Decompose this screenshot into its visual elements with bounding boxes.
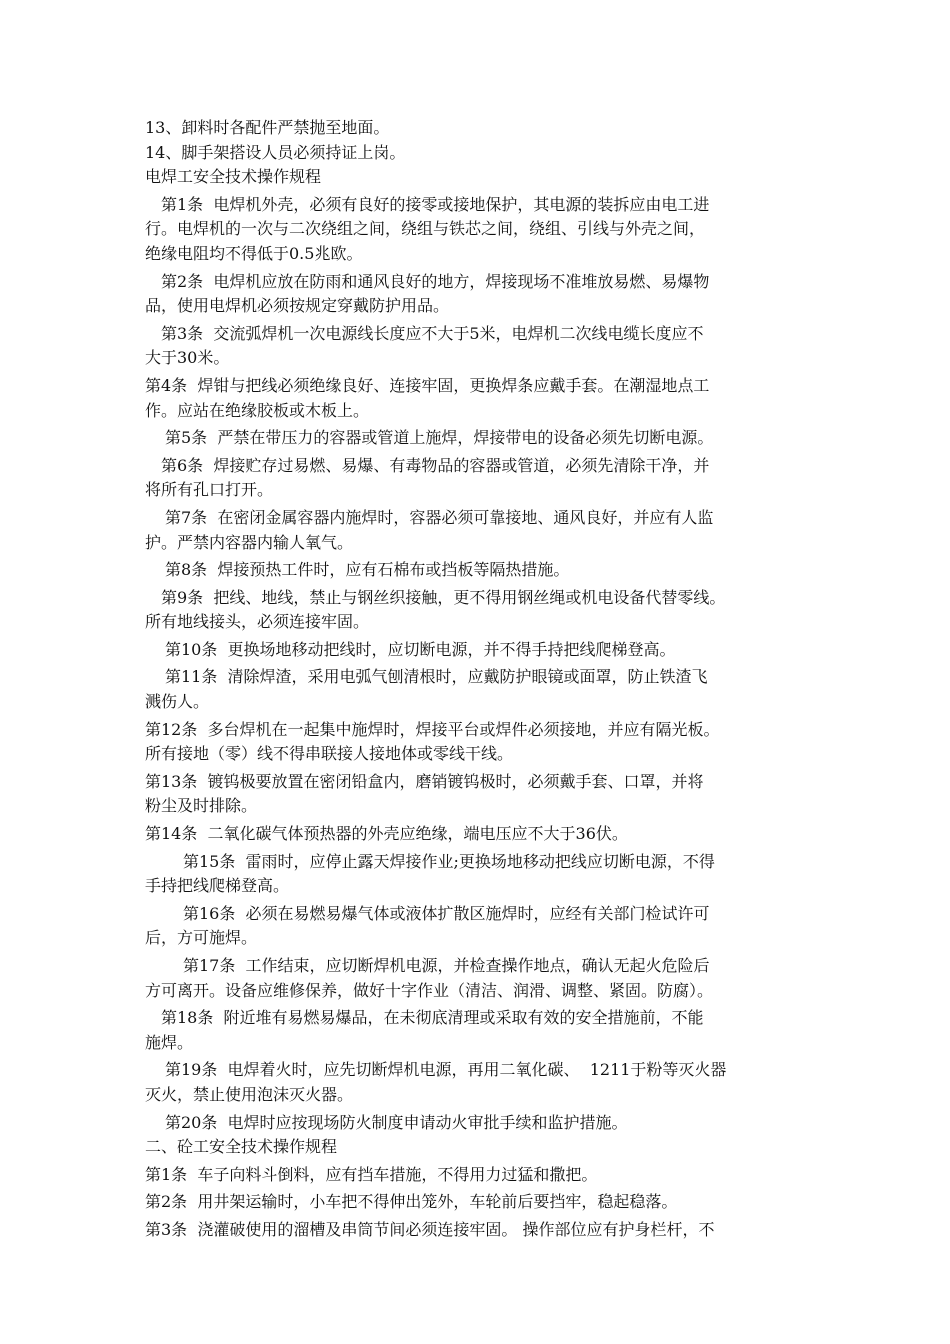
welder-rule-2 bbox=[145, 270, 811, 319]
rule-line: 第13条 镀钨极要放置在密闭铅盒内，磨销镀钨极时，必须戴手套、口罩，并将 bbox=[145, 771, 704, 791]
welder-rule-7 bbox=[145, 506, 811, 555]
welder-rule-4 bbox=[145, 374, 811, 423]
rule-line: 第4条 焊钳与把线必须绝缘良好、连接牢固，更换焊条应戴手套。在潮湿地点工 bbox=[145, 375, 710, 395]
rule-line: 所有接地（零）线不得串联接人接地体或零线干线。 bbox=[145, 744, 514, 764]
document-body bbox=[145, 116, 811, 1243]
section-heading-welder: 电焊工安全技术操作规程 bbox=[145, 167, 322, 187]
rule-line: 第15条 雷雨时，应停止露天焊接作业;更换场地移动把线应切断电源，不得 bbox=[183, 851, 715, 871]
welder-rule-6 bbox=[145, 454, 811, 503]
welder-rule-11 bbox=[145, 665, 811, 714]
rule-line: 第11条 清除焊渣，采用电弧气刨清根时，应戴防护眼镜或面罩，防止铁渣飞 bbox=[165, 667, 708, 687]
rule-line: 作。应站在绝缘胶板或木板上。 bbox=[145, 400, 370, 420]
rule-line: 第18条 附近堆有易燃易爆品，在未彻底清理或采取有效的安全措施前，不能 bbox=[161, 1008, 704, 1028]
rule-line: 第2条 电焊机应放在防雨和通风良好的地方，焊接现场不准堆放易燃、易爆物 bbox=[161, 271, 710, 291]
welder-rule-1 bbox=[145, 193, 811, 267]
rule-line: 方可离开。设备应维修保养，做好十字作业（清洁、润滑、调整、紧固。防腐）。 bbox=[145, 980, 714, 1000]
welder-rule-10 bbox=[145, 638, 811, 663]
rule-line: 第5条 严禁在带压力的容器或管道上施焊，焊接带电的设备必须先切断电源。 bbox=[165, 428, 714, 448]
rule-line: 所有地线接头，必须连接牢固。 bbox=[145, 612, 370, 632]
rule-line: 第7条 在密闭金属容器内施焊时，容器必须可靠接地、通风良好，并应有人监 bbox=[165, 507, 714, 527]
welder-rule-8 bbox=[145, 558, 811, 583]
welder-rule-9 bbox=[145, 586, 811, 635]
rule-line: 绝缘电阻均不得低于0.5兆欧。 bbox=[145, 243, 363, 263]
welder-rules bbox=[145, 193, 811, 1135]
welder-rule-14 bbox=[145, 822, 811, 847]
welder-rule-18 bbox=[145, 1006, 811, 1055]
rule-line: 第8条 焊接预热工件时，应有石棉布或挡板等隔热措施。 bbox=[165, 560, 570, 580]
rule-line: 行。电焊机的一次与二次绕组之间，绕组与铁芯之间，绕组、引线与外壳之间， bbox=[145, 219, 706, 239]
rule-line: 将所有孔口打开。 bbox=[145, 480, 274, 500]
rule-line: 第1条 电焊机外壳，必须有良好的接零或接地保护，其电源的装拆应由电工进 bbox=[161, 194, 710, 214]
rule-line: 第9条 把线、地线，禁止与钢丝织接触，更不得用钢丝绳或机电设备代替零线。 bbox=[161, 587, 726, 607]
rule-line: 第3条 交流弧焊机一次电源线长度应不大于5米，电焊机二次线电缆长度应不 bbox=[161, 323, 704, 343]
rule-line: 品，使用电焊机必须按规定穿戴防护用品。 bbox=[145, 296, 450, 316]
rule-line: 溅伤人。 bbox=[145, 692, 210, 712]
rule-line: 第10条 更换场地移动把线时，应切断电源，并不得手持把线爬梯登高。 bbox=[165, 639, 676, 659]
welder-rule-12 bbox=[145, 718, 811, 767]
rule-line: 粉尘及时排除。 bbox=[145, 796, 258, 816]
list-item-13: 13、卸料时各配件严禁抛至地面。 bbox=[145, 118, 390, 137]
rule-line: 第6条 焊接贮存过易燃、易爆、有毒物品的容器或管道，必须先清除干净，并 bbox=[161, 455, 710, 475]
rule-line: 第12条 多台焊机在一起集中施焊时，焊接平台或焊件必须接地，并应有隔光板。 bbox=[145, 719, 720, 739]
rule-line: 第14条 二氧化碳气体预热器的外壳应绝缘，端电压应不大于36伏。 bbox=[145, 824, 628, 844]
rule-line: 第17条 工作结束，应切断焊机电源，并检查操作地点，确认无起火危险后 bbox=[183, 956, 710, 975]
rule-line: 第16条 必须在易燃易爆气体或液体扩散区施焊时，应经有关部门检试许可 bbox=[183, 903, 710, 923]
welder-rule-3 bbox=[145, 322, 811, 371]
concrete-rule-1: 第1条 车子向料斗倒料，应有挡车措施，不得用力过猛和撒把。 bbox=[145, 1164, 598, 1184]
welder-rule-20 bbox=[145, 1111, 811, 1136]
rule-line: 手持把线爬梯登高。 bbox=[145, 876, 290, 896]
rule-line: 施焊。 bbox=[145, 1032, 194, 1052]
welder-rule-17 bbox=[145, 954, 811, 1003]
concrete-rule-3: 第3条 浇灌破使用的溜槽及串筒节间必须连接牢固。 操作部位应有护身栏杆，不 bbox=[145, 1219, 715, 1239]
welder-rule-5 bbox=[145, 426, 811, 451]
rule-line: 第20条 电焊时应按现场防火制度申请动火审批手续和监护措施。 bbox=[165, 1112, 628, 1132]
rule-line: 灭火，禁止使用泡沫灭火器。 bbox=[145, 1084, 354, 1104]
rule-line: 大于30米。 bbox=[145, 348, 230, 368]
welder-rule-19 bbox=[145, 1058, 811, 1107]
list-item-14: 14、脚手架搭设人员必须持证上岗。 bbox=[145, 142, 406, 162]
welder-rule-16 bbox=[145, 902, 811, 951]
welder-rule-13 bbox=[145, 770, 811, 819]
rule-line: 后，方可施焊。 bbox=[145, 928, 258, 948]
rule-line: 第19条 电焊着火时，应先切断焊机电源，再用二氧化碳、 1211于粉等灭火器 bbox=[165, 1060, 727, 1080]
concrete-rule-2: 第2条 用井架运输时，小车把不得伸出笼外，车轮前后要挡牢，稳起稳落。 bbox=[145, 1192, 678, 1212]
welder-rule-15 bbox=[145, 850, 811, 899]
section-heading-concrete: 二、砼工安全技术操作规程 bbox=[145, 1137, 338, 1157]
rule-line: 护。严禁内容器内输人氧气。 bbox=[145, 532, 354, 552]
